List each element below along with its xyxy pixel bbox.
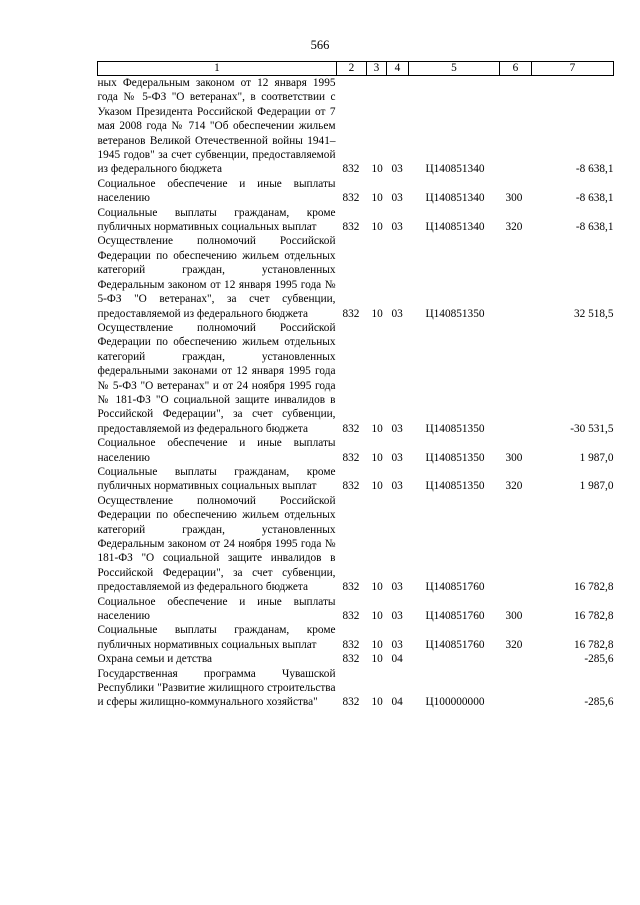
row-amount: 16 782,8: [573, 581, 614, 594]
row-section-code: 10: [371, 451, 383, 464]
table-row: [98, 623, 614, 652]
row-subsection-code: 03: [391, 451, 403, 464]
row-target-code: [409, 652, 500, 666]
row-amount: 1 987,0: [579, 451, 614, 464]
row-target-code: Ц140851760: [425, 610, 485, 623]
row-admin-code: 832: [342, 422, 360, 435]
row-section-code: 10: [371, 192, 383, 205]
row-amount: -285,6: [584, 696, 614, 709]
row-expense-type: 320: [505, 638, 523, 651]
row-target-code: Ц140851340: [425, 221, 485, 234]
row-name: Осуществление полномочий Российской Федерации по обеспечению жильем отдельных категорий граждан, установленных Федеральным законом от 12 января 1995 года № 5-ФЗ "О ветеранах", за счет субвенции, предоставляемой из федерального бюджета: [97, 235, 336, 320]
row-admin-code: 832: [342, 307, 360, 320]
row-name: Социальные выплаты гражданам, кроме публичных нормативных социальных выплат: [97, 465, 336, 493]
row-admin-code: 832: [342, 451, 360, 464]
row-target-code: Ц140851350: [425, 480, 485, 493]
column-header: 7: [532, 62, 614, 76]
row-section-code: 10: [371, 696, 383, 709]
row-section-code: 10: [371, 221, 383, 234]
row-amount: -285,6: [584, 653, 614, 666]
table-row: [98, 595, 614, 624]
table-row: [98, 465, 614, 494]
row-amount: -8 638,1: [575, 163, 614, 176]
row-expense-type: 320: [505, 480, 523, 493]
table-row: [98, 321, 614, 436]
table-row: [98, 494, 614, 595]
row-subsection-code: 03: [391, 422, 403, 435]
column-header: 1: [98, 62, 337, 76]
row-section-code: 10: [371, 163, 383, 176]
row-section-code: 10: [371, 307, 383, 320]
row-subsection-code: 03: [391, 163, 403, 176]
row-target-code: Ц140851340: [425, 163, 485, 176]
row-name: Социальные выплаты гражданам, кроме публичных нормативных социальных выплат: [97, 624, 336, 651]
row-section-code: 10: [371, 610, 383, 623]
row-expense-type: 320: [505, 221, 523, 234]
row-section-code: 10: [371, 581, 383, 594]
row-expense-type: [500, 76, 532, 177]
row-admin-code: 832: [342, 192, 360, 205]
table-header-row: [98, 62, 614, 76]
column-header: 4: [387, 62, 409, 76]
table-row: [98, 436, 614, 465]
row-section-code: 10: [371, 638, 383, 651]
row-name: Социальное обеспечение и иные выплаты населению: [97, 437, 336, 464]
row-amount: -8 638,1: [575, 192, 614, 205]
row-name: Государственная программа Чувашской Республики "Развитие жилищного строительства и сферы жилищно-коммунального хозяйства": [97, 667, 336, 709]
row-amount: 16 782,8: [573, 638, 614, 651]
row-amount: 16 782,8: [573, 610, 614, 623]
row-name: ных Федеральным законом от 12 января 1995 года № 5-ФЗ "О ветеранах", в соответствии с Указом Президента Российской Федерации от 7 мая 2008 года № 714 "Об обеспечении жильем ветеранов Великой Отечественной войны 1941–1945 годов" за счет субвенции, предоставляемой из федерального бюджета: [97, 77, 336, 176]
row-target-code: Ц140851350: [425, 307, 485, 320]
table-row: [98, 234, 614, 320]
table-row: [98, 206, 614, 235]
row-section-code: 10: [371, 480, 383, 493]
row-admin-code: 832: [342, 480, 360, 493]
table-row: [98, 76, 614, 177]
row-name: Социальное обеспечение и иные выплаты населению: [97, 595, 336, 623]
row-amount: 32 518,5: [573, 307, 614, 320]
row-name: Социальное обеспечение и иные выплаты населению: [97, 177, 336, 205]
row-target-code: Ц140851350: [425, 451, 485, 464]
row-target-code: Ц140851340: [425, 192, 485, 205]
row-admin-code: 832: [342, 610, 360, 623]
row-admin-code: 832: [342, 581, 360, 594]
row-expense-type: [500, 321, 532, 436]
row-amount: 1 987,0: [579, 480, 614, 493]
row-admin-code: 832: [342, 638, 360, 651]
row-subsection-code: 03: [391, 307, 403, 320]
row-section-code: 10: [371, 653, 383, 666]
row-target-code: Ц140851350: [425, 422, 485, 435]
row-expense-type: [500, 494, 532, 595]
row-target-code: Ц100000000: [425, 696, 485, 709]
row-subsection-code: 03: [391, 221, 403, 234]
budget-table: [97, 61, 614, 710]
row-name: Осуществление полномочий Российской Федерации по обеспечению жильем отдельных категорий граждан, установленных федеральными законами от 12 января 1995 года № 5-ФЗ "О ветеранах" и от 24 ноября 1995 года № 181-ФЗ "О социальной защите инвалидов в Российской Федерации", за счет субвенции, предоставляемой из федерального бюджета: [97, 321, 336, 435]
row-expense-type: 300: [505, 610, 523, 623]
column-header: 3: [367, 62, 387, 76]
row-expense-type: [500, 652, 532, 666]
row-expense-type: [500, 234, 532, 320]
row-name: Охрана семьи и детства: [97, 653, 213, 666]
row-subsection-code: 04: [391, 696, 403, 709]
table-row: [98, 667, 614, 710]
row-subsection-code: 03: [391, 192, 403, 205]
row-section-code: 10: [371, 422, 383, 435]
table-row: [98, 652, 614, 666]
row-target-code: Ц140851760: [425, 638, 485, 651]
row-admin-code: 832: [342, 163, 360, 176]
row-expense-type: [500, 667, 532, 710]
column-header: 6: [500, 62, 532, 76]
table-row: [98, 177, 614, 206]
row-subsection-code: 04: [391, 653, 403, 666]
row-expense-type: 300: [505, 192, 523, 205]
row-amount: -30 531,5: [570, 422, 614, 435]
row-name: Социальные выплаты гражданам, кроме публичных нормативных социальных выплат: [97, 206, 336, 234]
row-subsection-code: 03: [391, 581, 403, 594]
row-subsection-code: 03: [391, 480, 403, 493]
row-admin-code: 832: [342, 696, 360, 709]
row-target-code: Ц140851760: [425, 581, 485, 594]
row-expense-type: 300: [505, 451, 523, 464]
row-amount: -8 638,1: [575, 221, 614, 234]
row-name: Осуществление полномочий Российской Федерации по обеспечению жильем отдельных категорий граждан, установленных Федеральным законом от 24 ноября 1995 года № 181-ФЗ "О социальной защите инвалидов в Российской Федерации", за счет субвенции, предоставляемой из федерального бюджета: [97, 494, 336, 594]
row-subsection-code: 03: [391, 610, 403, 623]
row-admin-code: 832: [342, 653, 360, 666]
column-header: 5: [409, 62, 500, 76]
page-number: 566: [310, 38, 330, 52]
row-subsection-code: 03: [391, 638, 403, 651]
row-admin-code: 832: [342, 221, 360, 234]
column-header: 2: [337, 62, 367, 76]
